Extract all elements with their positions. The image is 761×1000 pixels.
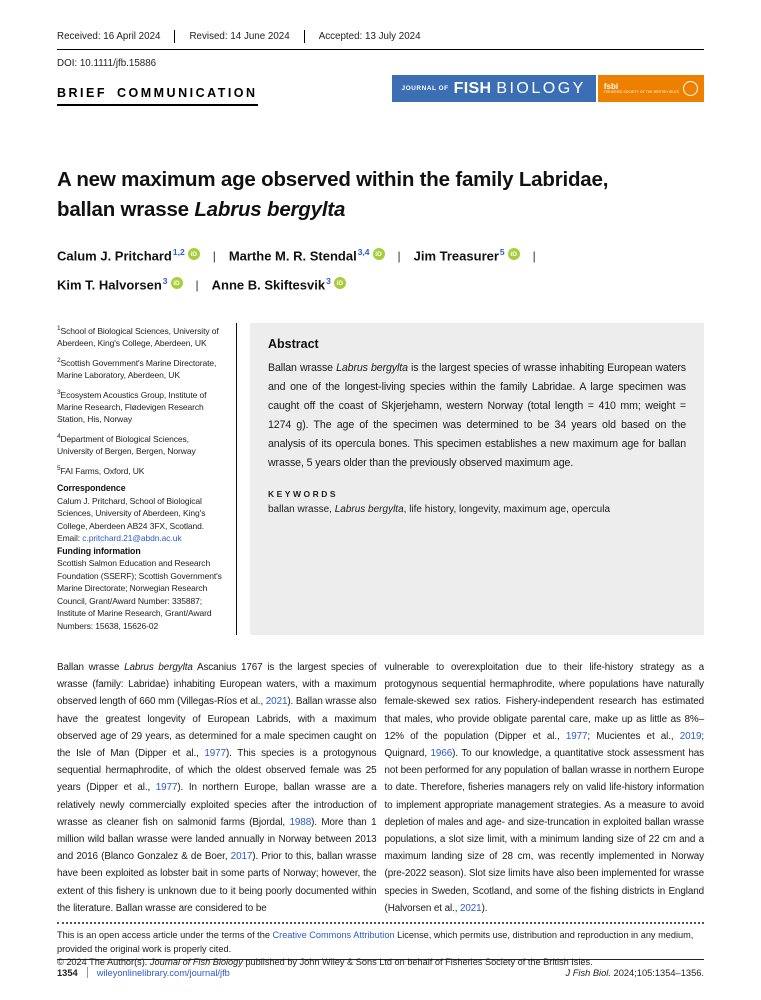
affiliation: $^1$School of Biological Sciences, University of Aberdeen, King's College, Aberdeen, UK [57,325,219,349]
correspondence-heading: Correspondence [57,483,126,494]
text-link[interactable]: 1977 [204,748,226,760]
text-link[interactable]: 1977 [155,782,178,794]
author-affiliation-superscript: 3,4 [357,246,370,257]
text-link[interactable]: 2019 [679,730,702,742]
journal-citation: J Fish Biol. 2024;105:1354–1356. [565,967,704,978]
orcid-icon[interactable]: iD [171,277,183,289]
correspondence-email-line: Email: c.pritchard.21@abdn.ac.uk [57,533,182,544]
affiliation: $^4$Department of Biological Sciences, University of Bergen, Bergen, Norway [57,432,196,457]
journal-website-link[interactable]: wileyonlinelibrary.com/journal/jfb [96,967,230,978]
journal-logo-nameplate [392,75,596,102]
text-link[interactable]: Creative Commons Attribution [272,930,395,941]
author-name: Marthe M. R. Stendal$^{3,4}$ iD [229,247,385,265]
received-date: Received: 16 April 2024 [57,31,161,42]
doi: DOI: 10.1111/jfb.15886 [57,58,157,69]
fsbi-emblem-icon [683,81,698,96]
author-name: Anne B. Skiftesvik$^3$ iD [212,276,346,294]
text-link[interactable]: 2021 [460,902,482,914]
author-name: Kim T. Halvorsen$^3$ iD [57,276,183,294]
journal-logo [392,75,704,102]
header-rule [57,49,704,50]
page-footer [57,959,704,978]
affiliation: $^3$Ecosystem Acoustics Group, Institute of Marine Research, Flødevigen Research Station, His, Norway [57,388,207,425]
text-link[interactable]: c.pritchard.21@abdn.ac.uk [82,533,182,544]
journal-name-biology: BIOLOGY [496,79,586,97]
orcid-icon[interactable]: iD [188,248,200,260]
funding-text: Scottish Salmon Education and Research Foundation (SSERF); Scottish Government's Marine Directorate; Norwegian Research Council, Grant/Award Number: 335887; Institute of Marine Research, Grant/Award Numbers: 15638, 15626-02 [57,558,222,631]
text-link[interactable]: 1966 [430,748,453,760]
body-column-left: Ballan wrasse Labrus bergylta Ascanius 1767 is the largest species of wrasse (family: Labridae) inhabiting European waters, with a maximum observed length of 660 mm (Villegas-Ríos et al., 2021). Ballan wrasse also have the greatest longevity of European Labrids, with a maximum observed age of 29 years, as determined for a male specimen caught on the Isle of Man (Dipper et al., 1977). This species is a protogynous sequential hermaphrodite, of which the oldest observed female was 25 years (Dipper et al., 1977). In northern Europe, ballan wrasse are a relatively newly commercially exploited species after the introduction of wrasse as cleaner fish on salmonid farms (Bjordal, 1988). More than 1 million wild ballan wrasse were landed annually in Norway between 2013 and 2016 (Blanco Gonzalez & de Boer, 2017). Prior to this, ballan wrasse have been exploited as lobster bait in some parts of Norway; however, the extent of this fishery is unknown due to it being poorly documented within the literature. Ballan wrasse are considered to be [57,662,377,914]
journal-name-fish: FISH [453,79,492,97]
article-type-label: BRIEF COMMUNICATION [57,86,258,106]
author-name: Jim Treasurer$^5$ iD [414,247,520,265]
article-title [57,165,704,225]
footer-divider [87,967,88,978]
text-link[interactable]: 2017 [230,851,253,863]
author-name: Calum J. Pritchard$^{1,2}$ iD [57,247,200,265]
author-separator: | [532,248,536,263]
funding-heading: Funding information [57,545,141,556]
author-separator: | [212,248,216,263]
orcid-icon[interactable]: iD [508,248,520,260]
affiliation: $^5$FAI Farms, Oxford, UK [57,464,145,476]
keywords-text: ballan wrasse, Labrus bergylta, life history, longevity, maximum age, opercula [268,504,611,515]
article-info-column [57,323,237,635]
keywords-heading: KEYWORDS [268,489,339,499]
article-title-line1: A new maximum age observed within the family Labridae, [57,168,609,191]
body-column-right: vulnerable to overexploitation due to their life-history strategy as a protogynous sequential hermaphrodite, where populations have naturally female-skewed sex ratios. Fishery-independent research has estimated that males, who provide obligate parental care, make up as little as 8%–12% of the population (Dipper et al., 1977; Mucientes et al., 2019; Quignard, 1966). To our knowledge, a quantitative stock assessment has not been performed for any population of ballan wrasse in northern Europe to date. Therefore, fisheries managers rely on valid life-history information to implement appropriate management strategies. As a measure to avoid depletion of males and age- and size-truncation in exploited ballan wrasse populations, a slot size limit, with a minimum landing size of 22 cm and a maximum landing size of 28 cm, was recently implemented in Norway (pre-2022 season). Slot size limits have also been implemented for wrasse species in Sweden, Scotland, and some of the fishing districts in England (Halvorsen et al., 2021). [384,662,704,914]
info-abstract-columns [57,323,704,635]
revised-date: Revised: 14 June 2024 [174,30,303,43]
journal-of-label: JOURNAL OF [401,85,449,92]
text-link[interactable]: 1977 [565,730,588,742]
copyright-note: © 2024 The Author(s). Journal of Fish Biology published by John Wiley & Sons Ltd on behalf of Fisheries Society of the British Isles. [57,957,593,968]
license-note: This is an open access article under the terms of the Creative Commons Attribution License, which permits use, distribution and reproduction in any medium, provided the original work is properly cited. [57,930,694,954]
page-number: 1354 [57,967,78,978]
orcid-icon[interactable]: iD [373,248,385,260]
abstract-heading: Abstract [268,337,319,351]
author-separator: | [397,248,401,263]
affiliation-list [57,323,225,477]
author-affiliation-superscript: 5 [499,246,505,257]
accepted-date: Accepted: 13 July 2024 [304,30,435,43]
author-list [57,241,704,299]
author-affiliation-superscript: 1,2 [172,246,185,257]
header-lower [57,58,704,130]
abstract-body: Ballan wrasse Labrus bergylta is the largest species of wrasse inhabiting European waters and one of the longest-living species within the family Labridae. A large specimen was caught off the coast of Skjerjehamn, western Norway (total length = 410 mm; weight = 1274 g). The age of the specimen was determined to be 34 years old based on the analysis of its opercula bones. This specimen establishes a new maximum age for ballan wrasse, 5 years older than the previously observed maximum age. [268,362,686,469]
orcid-icon[interactable]: iD [334,277,346,289]
author-separator: | [195,277,199,292]
article-title-line2: ballan wrasse Labrus bergylta [57,198,346,221]
fsbi-badge [598,75,704,102]
correspondence-text: Calum J. Pritchard, School of Biological Sciences, University of Aberdeen, King's College, Aberdeen AB24 3FX, Scotland. [57,495,206,531]
footnote-divider [57,922,704,924]
author-affiliation-superscript: 3 [162,275,168,286]
text-link[interactable]: 2021 [265,696,288,708]
dates-row [57,30,704,49]
affiliation: $^2$Scottish Government's Marine Directorate, Marine Laboratory, Aberdeen, UK [57,356,217,381]
article-body [57,659,704,917]
footer-left [57,967,230,978]
author-affiliation-superscript: 3 [326,275,331,286]
abstract-section [250,323,704,635]
fsbi-label: fsbi FISHERIES SOCIETY OF THE BRITISH ISLES [603,81,679,95]
text-link[interactable]: 1988 [289,816,312,828]
